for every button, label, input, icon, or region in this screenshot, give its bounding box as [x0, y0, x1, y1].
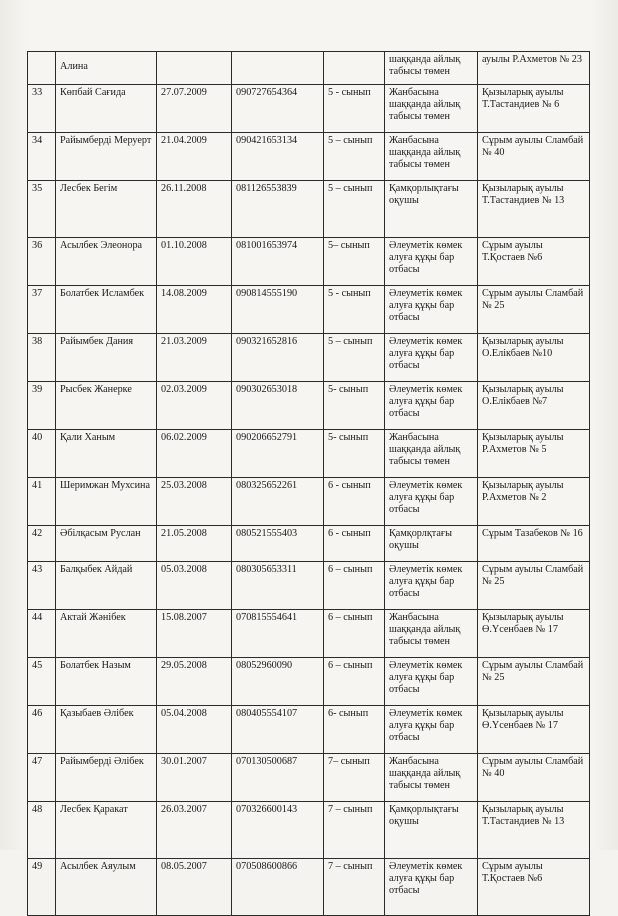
id-number: 070815554641: [232, 610, 324, 658]
table-row: [28, 382, 590, 430]
birth-date: 27.07.2009: [157, 85, 232, 133]
student-name: Райымберді Меруерт: [56, 133, 157, 181]
address: Сұрым ауылы Сламбай № 25: [478, 562, 590, 610]
category: Әлеуметік көмек алуға құқы бар отбасы: [385, 859, 478, 916]
id-number: 070326600143: [232, 802, 324, 859]
category: Әлеуметік көмек алуға құқы бар отбасы: [385, 334, 478, 382]
table-row: [28, 286, 590, 334]
table-row: [28, 562, 590, 610]
category: Жанбасына шаққанда айлық табысы төмен: [385, 754, 478, 802]
category: Әлеуметік көмек алуға құқы бар отбасы: [385, 658, 478, 706]
student-name: Шеримжан Мухсина: [56, 478, 157, 526]
birth-date: 08.05.2007: [157, 859, 232, 916]
grade: 7– сынып: [324, 754, 385, 802]
row-number: 43: [28, 562, 56, 610]
category: Жанбасына шаққанда айлық табысы төмен: [385, 133, 478, 181]
birth-date: 05.03.2008: [157, 562, 232, 610]
row-number: [28, 52, 56, 85]
row-number: 36: [28, 238, 56, 286]
address: Сұрым ауылы Сламбай № 25: [478, 658, 590, 706]
table-row: [28, 526, 590, 562]
address: Сұрым ауылы Сламбай № 25: [478, 286, 590, 334]
address: Қызыларық ауылы Т.Тастандиев № 6: [478, 85, 590, 133]
address: Қызыларық ауылы Т.Тастандиев № 13: [478, 181, 590, 238]
grade: 6 - сынып: [324, 526, 385, 562]
address: Қызыларық ауылы Т.Тастандиев № 13: [478, 802, 590, 859]
row-number: 49: [28, 859, 56, 916]
category: Әлеуметік көмек алуға құқы бар отбасы: [385, 562, 478, 610]
id-number: 080521555403: [232, 526, 324, 562]
address: Сұрым ауылы Т.Қостаев №6: [478, 238, 590, 286]
row-number: 41: [28, 478, 56, 526]
address: Қызыларық ауылы О.Елікбаев №7: [478, 382, 590, 430]
grade: 7 – сынып: [324, 802, 385, 859]
category: Қамқорлқтағы оқушы: [385, 526, 478, 562]
id-number: 090814555190: [232, 286, 324, 334]
student-table: [27, 51, 590, 916]
table-row: [28, 334, 590, 382]
grade: 7 – сынып: [324, 859, 385, 916]
grade: 5 – сынып: [324, 133, 385, 181]
grade: 6- сынып: [324, 706, 385, 754]
grade: 5 - сынып: [324, 85, 385, 133]
student-name: Лесбек Қаракат: [56, 802, 157, 859]
grade: 5 - сынып: [324, 286, 385, 334]
address: Сұрым Тазабеков № 16: [478, 526, 590, 562]
row-number: 39: [28, 382, 56, 430]
table-row: [28, 706, 590, 754]
student-name: Райымбек Дания: [56, 334, 157, 382]
address: Сұрым ауылы Сламбай № 40: [478, 754, 590, 802]
row-number: 37: [28, 286, 56, 334]
birth-date: 21.05.2008: [157, 526, 232, 562]
student-name: Болатбек Исламбек: [56, 286, 157, 334]
id-number: 070130500687: [232, 754, 324, 802]
category: Жанбасына шаққанда айлық табысы төмен: [385, 430, 478, 478]
grade: [324, 52, 385, 85]
row-number: 46: [28, 706, 56, 754]
address: Сұрым ауылы Т.Қостаев №6: [478, 859, 590, 916]
id-number: 08052960090: [232, 658, 324, 706]
student-name: Қазыбаев Әлібек: [56, 706, 157, 754]
student-name: Көпбай Сағида: [56, 85, 157, 133]
id-number: 090206652791: [232, 430, 324, 478]
row-number: 48: [28, 802, 56, 859]
row-number: 34: [28, 133, 56, 181]
student-name: Алина: [56, 52, 157, 85]
grade: 5 – сынып: [324, 334, 385, 382]
table-row: [28, 478, 590, 526]
student-name: Балқыбек Айдай: [56, 562, 157, 610]
birth-date: 01.10.2008: [157, 238, 232, 286]
birth-date: [157, 52, 232, 85]
id-number: 090727654364: [232, 85, 324, 133]
grade: 6 – сынып: [324, 562, 385, 610]
row-number: 47: [28, 754, 56, 802]
birth-date: 29.05.2008: [157, 658, 232, 706]
grade: 5 – сынып: [324, 181, 385, 238]
table-row: [28, 610, 590, 658]
id-number: 090421653134: [232, 133, 324, 181]
grade: 6 - сынып: [324, 478, 385, 526]
table-row: [28, 859, 590, 916]
category: Жанбасына шаққанда айлық табысы төмен: [385, 610, 478, 658]
category: Әлеуметік көмек алуға құқы бар отбасы: [385, 238, 478, 286]
id-number: 080305653311: [232, 562, 324, 610]
row-number: 45: [28, 658, 56, 706]
birth-date: 05.04.2008: [157, 706, 232, 754]
row-number: 35: [28, 181, 56, 238]
row-number: 33: [28, 85, 56, 133]
table-row: [28, 430, 590, 478]
row-number: 44: [28, 610, 56, 658]
grade: 5- сынып: [324, 430, 385, 478]
id-number: 070508600866: [232, 859, 324, 916]
student-name: Қали Ханым: [56, 430, 157, 478]
category: Әлеуметік көмек алуға құқы бар отбасы: [385, 478, 478, 526]
birth-date: 15.08.2007: [157, 610, 232, 658]
grade: 5– сынып: [324, 238, 385, 286]
table-row: [28, 238, 590, 286]
category: Әлеуметік көмек алуға құқы бар отбасы: [385, 286, 478, 334]
student-name: Әбілқасым Руслан: [56, 526, 157, 562]
birth-date: 21.04.2009: [157, 133, 232, 181]
birth-date: 25.03.2008: [157, 478, 232, 526]
address: Қызыларық ауылы Ө.Үсенбаев № 17: [478, 706, 590, 754]
id-number: [232, 52, 324, 85]
address: Қызыларық ауылы Ө.Үсенбаев № 17: [478, 610, 590, 658]
table-row: [28, 658, 590, 706]
category: Қамқорлықтағы оқушы: [385, 802, 478, 859]
id-number: 081126553839: [232, 181, 324, 238]
address: Қызыларық ауылы О.Елікбаев №10: [478, 334, 590, 382]
id-number: 080325652261: [232, 478, 324, 526]
address: Қызыларық ауылы Р.Ахметов № 2: [478, 478, 590, 526]
table-row: [28, 133, 590, 181]
id-number: 090321652816: [232, 334, 324, 382]
student-name: Актай Жәнібек: [56, 610, 157, 658]
table-row: [28, 754, 590, 802]
id-number: 080405554107: [232, 706, 324, 754]
student-name: Райымберді Әлібек: [56, 754, 157, 802]
id-number: 090302653018: [232, 382, 324, 430]
address: Қызыларық ауылы Р.Ахметов № 5: [478, 430, 590, 478]
category: Жанбасына шаққанда айлық табысы төмен: [385, 85, 478, 133]
birth-date: 06.02.2009: [157, 430, 232, 478]
category: Әлеуметік көмек алуға құқы бар отбасы: [385, 382, 478, 430]
row-number: 42: [28, 526, 56, 562]
grade: 5- сынып: [324, 382, 385, 430]
address: Сұрым ауылы Сламбай № 40: [478, 133, 590, 181]
address: ауылы Р.Ахметов № 23: [478, 52, 590, 85]
table-row: [28, 85, 590, 133]
table-row: [28, 52, 590, 85]
student-name: Болатбек Назым: [56, 658, 157, 706]
grade: 6 – сынып: [324, 610, 385, 658]
table-row: [28, 181, 590, 238]
grade: 6 – сынып: [324, 658, 385, 706]
category: шаққанда айлық табысы төмен: [385, 52, 478, 85]
student-name: Асылбек Аяулым: [56, 859, 157, 916]
row-number: 40: [28, 430, 56, 478]
birth-date: 26.03.2007: [157, 802, 232, 859]
birth-date: 14.08.2009: [157, 286, 232, 334]
row-number: 38: [28, 334, 56, 382]
student-name: Асылбек Элеонора: [56, 238, 157, 286]
birth-date: 02.03.2009: [157, 382, 232, 430]
id-number: 081001653974: [232, 238, 324, 286]
birth-date: 21.03.2009: [157, 334, 232, 382]
birth-date: 26.11.2008: [157, 181, 232, 238]
category: Әлеуметік көмек алуға құқы бар отбасы: [385, 706, 478, 754]
category: Қамқорлықтағы оқушы: [385, 181, 478, 238]
birth-date: 30.01.2007: [157, 754, 232, 802]
student-name: Лесбек Бегім: [56, 181, 157, 238]
student-name: Рысбек Жанерке: [56, 382, 157, 430]
